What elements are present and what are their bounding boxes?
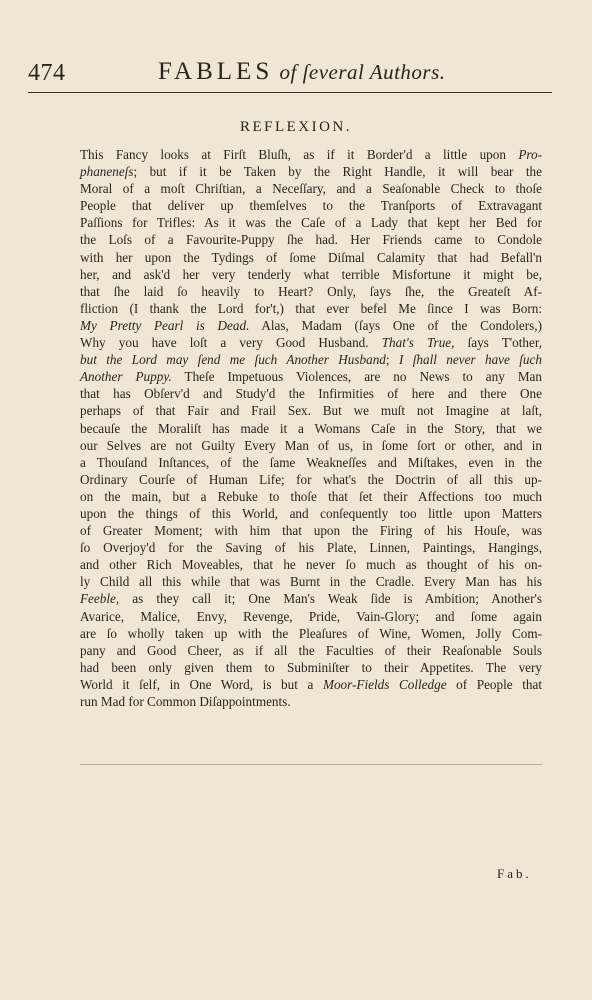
section-title: REFLEXION. [239, 119, 353, 135]
faint-rule [80, 764, 542, 765]
page-header [28, 56, 552, 90]
text-run: ſo Overjoy'd for the Saving of his Plate, Linnen, Paintings, Hangings, [80, 540, 542, 556]
text-run: Alas, Madam (ſays One of the Condolers,) [249, 317, 542, 333]
italic-phrase: My Pretty Pearl is Dead. [80, 317, 250, 333]
text-line [80, 659, 542, 676]
text-run: as they call it; One Man's Weak ſide is Ambition; Another's [119, 591, 542, 607]
text-run: ſays T'other, [454, 335, 542, 351]
text-line [80, 522, 542, 539]
italic-phrase: phaneneſs [80, 164, 134, 180]
text-run: fliction (I thank the Lord for't,) that ever befel Me ſince I was Born: [80, 300, 542, 316]
running-title [158, 58, 446, 86]
body-text [80, 146, 542, 710]
catchword: Fab. [497, 866, 532, 881]
text-run: that has Obſerv'd and Study'd the Infirmities of here and there One [80, 386, 542, 402]
text-run: on the main, but a Rebuke to thoſe that ſet their Affections too much [80, 488, 542, 504]
text-run: Avarice, Malice, Envy, Revenge, Pride, Vain-Glory; and ſome again [80, 608, 542, 624]
text-line [80, 197, 542, 214]
text-line [80, 625, 542, 642]
text-line [80, 146, 542, 163]
text-line [80, 590, 542, 607]
text-run: her, and ask'd her very tenderly what terrible Misfortune it might be, [80, 266, 542, 282]
text-run: and other Rich Moveables, that he never ſo much as thought of his on- [80, 557, 542, 573]
text-line [80, 368, 542, 385]
text-run: ly Child all this while that was Burnt in the Cradle. Every Man has his [80, 574, 542, 590]
italic-phrase: but the Lord may ſend me ſuch Another Husband [80, 352, 386, 368]
text-line [80, 283, 542, 300]
text-run: Paſſions for Trifles: As it was the Caſe of a Lady that kept her Bed for [80, 215, 542, 231]
text-line [80, 556, 542, 573]
text-line [80, 454, 542, 471]
text-run: a Thouſand Inſtances, of the ſame Weakneſſes and Miſtakes, even in the [80, 454, 542, 470]
text-line [80, 351, 542, 368]
text-run: that ſhe laid ſo heavily to Heart? Only, ſays ſhe, the Greateſt Af- [80, 283, 542, 299]
italic-phrase: I ſhall never have ſuch [398, 352, 542, 368]
italic-phrase: Pro- [518, 147, 542, 162]
text-line [80, 214, 542, 231]
text-line [80, 488, 542, 505]
italic-phrase: Moor-Fields Colledge [322, 676, 447, 692]
text-line [80, 471, 542, 488]
text-run: ; [385, 352, 399, 368]
text-line [80, 402, 542, 419]
text-line [80, 608, 542, 625]
text-line [80, 676, 542, 693]
text-line [80, 642, 542, 659]
text-line [80, 573, 542, 590]
italic-phrase: Feeble, [80, 591, 120, 607]
text-line [80, 317, 542, 334]
text-line [80, 437, 542, 454]
text-run: pany and Good Cheer, as if all the Faculties of their Reaſonable Souls [80, 642, 542, 658]
text-run: with her upon the Tydings of ſome Diſmal Calamity that had Befall'n [80, 249, 542, 265]
text-run: Why you have loſt a very Good Husband. [80, 335, 382, 351]
text-run: People that deliver up themſelves to the Tranſports of Extravagant [80, 198, 542, 214]
text-run: ; but if it be Taken by the Right Handle, it will bear the [133, 164, 542, 180]
text-line [80, 300, 542, 317]
text-line [80, 539, 542, 556]
text-line [80, 334, 542, 351]
text-run: of People that [446, 676, 542, 692]
text-run: are ſo wholly taken up with the Pleaſures of Wine, Women, Jolly Com- [80, 625, 542, 641]
text-line [80, 249, 542, 266]
text-run: run Mad for Common Diſappointments. [80, 694, 291, 709]
header-rule [28, 92, 552, 93]
text-run: perhaps of that Fair and Frail Sex. But we muſt not Imagine at laſt, [80, 403, 542, 419]
text-line [80, 693, 542, 710]
text-run: Moral of a moſt Chriſtian, a Neceſſary, and a Seaſonable Check to thoſe [80, 181, 542, 197]
text-run: becauſe the Moraliſt has made it a Womans Caſe in the Story, that we [80, 420, 542, 436]
running-title-italic: of ſeveral Authors. [279, 60, 446, 84]
text-run: This Fancy looks at Firſt Bluſh, as if it Border'd a little upon [80, 147, 519, 162]
text-line [80, 505, 542, 522]
running-title-main: FABLES [158, 58, 274, 85]
text-run: our Selves are not Guilty Every Man of us, in ſome ſort or other, and in [80, 437, 542, 453]
text-run: Ordinary Courſe of Human Life; for what's the Doctrin of all this up- [80, 471, 542, 487]
text-line [80, 266, 542, 283]
text-run: the Loſs of a Favourite-Puppy ſhe had. Her Friends came to Condole [80, 232, 542, 248]
italic-phrase: That's True, [381, 335, 455, 351]
text-line [80, 231, 542, 248]
italic-phrase: Another Puppy. [80, 369, 172, 385]
text-line [80, 163, 542, 180]
text-run: upon the things of this World, and conſequently too little upon Matters [80, 505, 542, 521]
text-line [80, 385, 542, 402]
text-run: Theſe Impetuous Violences, are no News to any Man [171, 369, 542, 385]
text-line [80, 180, 542, 197]
text-run: World it ſelf, in One Word, is but a [80, 676, 323, 692]
page-number: 474 [28, 60, 66, 86]
text-run: had been only given them to Subminiſter to their Appetites. The very [80, 659, 542, 675]
text-line [80, 420, 542, 437]
text-run: of Greater Moment; with him that upon the Firing of his Houſe, was [80, 523, 542, 539]
